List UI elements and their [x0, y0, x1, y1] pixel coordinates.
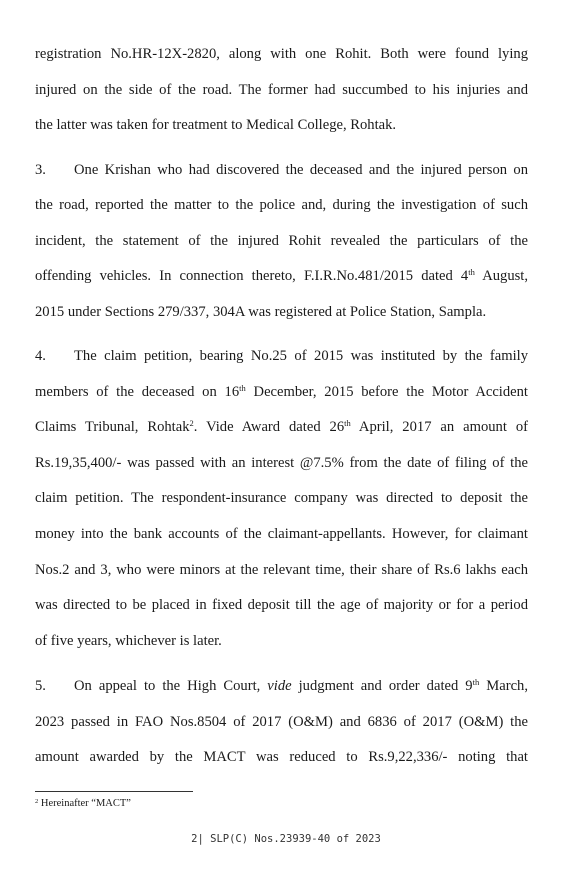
text-run: judgment and order dated 9	[291, 678, 473, 694]
paragraph-line: was directed to be placed in fixed deposit till the age of majority or for a period	[35, 597, 528, 613]
footnote	[35, 797, 131, 811]
paragraph-line: 2023 passed in FAO Nos.8504 of 2017 (O&M) and 6836 of 2017 (O&M) the	[35, 714, 528, 730]
ordinal-superscript: th	[239, 383, 246, 393]
text-run: March,	[479, 678, 528, 694]
paragraph-number: 4.	[35, 348, 46, 364]
italic-term: vide	[267, 678, 292, 694]
paragraph-line: amount awarded by the MACT was reduced to Rs.9,22,336/- noting that	[35, 749, 528, 765]
text-run: members of the deceased on 16	[35, 384, 240, 400]
footnote-separator	[35, 791, 193, 792]
text-run: offending vehicles. In connection thereto, F.I.R.No.481/2015 dated 4	[35, 268, 469, 284]
paragraph-line: incident, the statement of the injured Rohit revealed the particulars of the	[35, 233, 528, 249]
paragraph-line: Nos.2 and 3, who were minors at the relevant time, their share of Rs.6 lakhs each	[35, 562, 528, 578]
paragraph-4-first-line	[35, 346, 528, 366]
paragraph-line	[35, 417, 528, 437]
paragraph-line: money into the bank accounts of the claimant-appellants. However, for claimant	[35, 526, 528, 542]
paragraph-line: 2015 under Sections 279/337, 304A was registered at Police Station, Sampla.	[35, 304, 487, 320]
paragraph-line: of five years, whichever is later.	[35, 633, 222, 649]
ordinal-superscript: th	[344, 418, 351, 428]
paragraph-number: 5.	[35, 678, 46, 694]
footnote-reference[interactable]: 2	[189, 418, 194, 428]
paragraph-line: the latter was taken for treatment to Medical College, Rohtak.	[35, 117, 397, 133]
paragraph-line: registration No.HR-12X-2820, along with one Rohit. Both were found lying	[35, 46, 528, 62]
footnote-text: Hereinafter “MACT”	[38, 798, 131, 809]
paragraph-line: claim petition. The respondent-insurance company was directed to deposit the	[35, 490, 528, 506]
paragraph-3-first-line	[35, 160, 528, 180]
paragraph-text: One Krishan who had discovered the deceased and the injured person on	[74, 162, 528, 178]
page-footer: 2| SLP(C) Nos.23939-40 of 2023	[191, 833, 381, 845]
paragraph-line	[35, 266, 528, 286]
text-run: . Vide Award dated 26	[193, 419, 345, 435]
paragraph-line: Rs.19,35,400/- was passed with an interest @7.5% from the date of filing of the	[35, 455, 528, 471]
paragraph-text: The claim petition, bearing No.25 of 2015 was instituted by the family	[74, 348, 528, 364]
ordinal-superscript: th	[472, 677, 480, 687]
text-run: Claims Tribunal, Rohtak	[35, 419, 190, 435]
footnote-mark: 2	[35, 798, 39, 805]
paragraph-line: injured on the side of the road. The former had succumbed to his injuries and	[35, 82, 528, 98]
text-run: August,	[474, 268, 529, 284]
paragraph-line	[35, 382, 528, 402]
paragraph-number: 3.	[35, 162, 46, 178]
paragraph-line: the road, reported the matter to the police and, during the investigation of such	[35, 197, 528, 213]
ordinal-superscript: th	[468, 267, 475, 277]
text-run: On appeal to the High Court,	[74, 678, 268, 694]
text-run: December, 2015 before the Motor Accident	[245, 384, 528, 400]
paragraph-5-first-line	[35, 676, 528, 696]
text-run: April, 2017 an amount of	[350, 419, 528, 435]
